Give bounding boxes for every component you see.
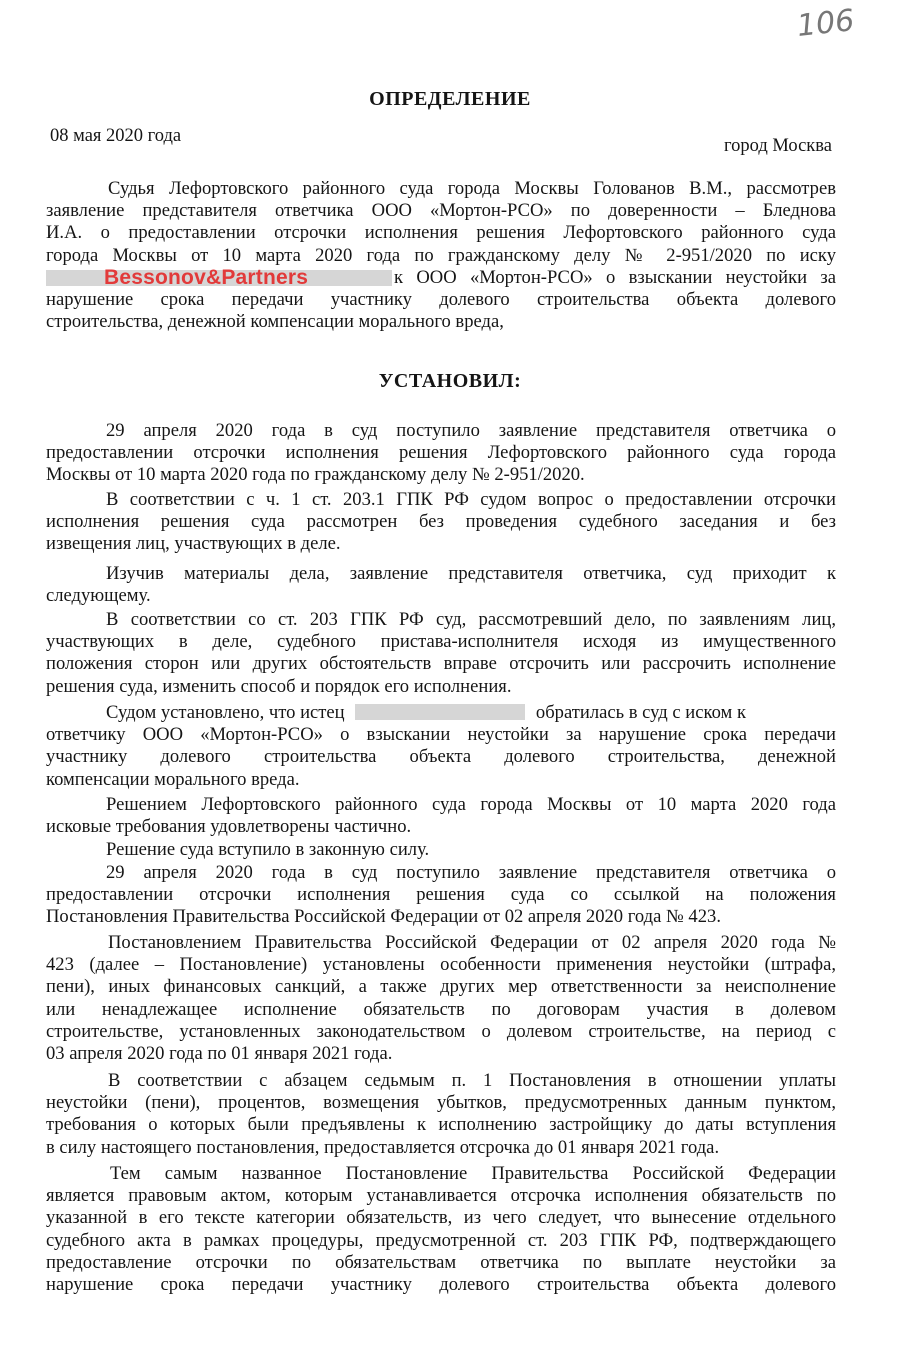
- text-line: В соответствии со ст. 203 ГПК РФ суд, рассмотревший дело, по заявлениям лиц,: [106, 609, 836, 630]
- text-line: судебного акта в рамках процедуры, предусмотренной ст. 203 ГПК РФ, подтверждающего: [46, 1229, 836, 1251]
- text-line: Постановлением Правительства Российской Федерации от 02 апреля 2020 года №: [108, 932, 836, 953]
- paragraph-3: [46, 563, 836, 607]
- text-line: 29 апреля 2020 года в суд поступило заявление представителя ответчика о: [106, 862, 836, 883]
- text-line: 03 апреля 2020 года по 01 января 2021 года.: [46, 1042, 393, 1064]
- text-line: неустойки (пени), процентов, возмещения убытков, предусмотренных данным пунктом,: [46, 1092, 836, 1114]
- text-line: Решение суда вступило в законную силу.: [106, 839, 430, 860]
- paragraph-8: [46, 862, 836, 929]
- text-line: указанной в его тексте категории обязательств, из чего следует, что вынесение отдельного: [46, 1207, 836, 1229]
- text-line: требования о которых были предъявлены к исполнению застройщику до даты вступления: [46, 1114, 836, 1136]
- text-line: Постановления Правительства Российской Федерации от 02 апреля 2020 года № 423.: [46, 906, 721, 928]
- text-line: или ненадлежащее исполнение обязательств по договорам участия в долевом: [46, 998, 836, 1020]
- paragraph-6: [46, 794, 836, 838]
- intro-paragraph: [46, 178, 836, 333]
- paragraph-5: [46, 702, 836, 791]
- document-city: город Москва: [724, 136, 832, 156]
- paragraph-4: [46, 609, 836, 698]
- paragraph-10: [46, 1070, 836, 1159]
- paragraph-9: [46, 932, 836, 1065]
- text-line: положения сторон или других обстоятельств вправе отсрочить или рассрочить исполнение: [46, 653, 836, 675]
- text-line: решения суда, изменить способ и порядок его исполнения.: [46, 675, 512, 697]
- text-fragment: обратилась в суд с иском к: [535, 702, 746, 723]
- text-line: пени), иных финансовых санкций, а также других мер ответственности за неисполнение: [46, 976, 836, 998]
- text-line: исполнения решения суда рассмотрен без проведения судебного заседания и без: [46, 511, 836, 533]
- text-line: города Москвы от 10 марта 2020 года по гражданскому делу № 2-951/2020 по иску: [46, 244, 836, 266]
- redacted-plaintiff-name: [355, 704, 525, 720]
- text-line: Тем самым названное Постановление Правительства Российской Федерации: [110, 1163, 836, 1184]
- handwritten-page-number: 106: [795, 3, 856, 44]
- text-line: участвующих в деле, судебного пристава-исполнителя исходя из имущественного: [46, 631, 836, 653]
- document-title: ОПРЕДЕЛЕНИЕ: [369, 88, 531, 110]
- text-line: 29 апреля 2020 года в суд поступило заявление представителя ответчика о: [106, 420, 836, 441]
- text-line: Москвы от 10 марта 2020 года по гражданскому делу № 2-951/2020.: [46, 464, 585, 486]
- text-line: [46, 702, 836, 724]
- text-line: Решением Лефортовского районного суда города Москвы от 10 марта 2020 года: [106, 794, 836, 815]
- text-line: 423 (далее – Постановление) установлены особенности применения неустойки (штрафа,: [46, 954, 836, 976]
- text-line: В соответствии с абзацем седьмым п. 1 Постановления в отношении уплаты: [108, 1070, 836, 1091]
- text-line: строительстве, установленных законодательством о долевом строительстве, на период с: [46, 1020, 836, 1042]
- text-line: компенсации морального вреда.: [46, 768, 300, 790]
- text-line: исковые требования удовлетворены частично.: [46, 816, 412, 838]
- text-line: предоставление отсрочки по обязательствам ответчика по выплате неустойки за: [46, 1251, 836, 1273]
- text-line: В соответствии с ч. 1 ст. 203.1 ГПК РФ судом вопрос о предоставлении отсрочки: [106, 489, 836, 510]
- text-line: следующему.: [46, 585, 151, 607]
- text-line: извещения лиц, участвующих в деле.: [46, 533, 341, 555]
- text-line: участнику долевого строительства объекта долевого строительства, денежной: [46, 746, 836, 768]
- paragraph-11: [46, 1163, 836, 1296]
- text-line: Судья Лефортовского районного суда города Москвы Голованов В.М., рассмотрев: [108, 178, 836, 199]
- text-line: является правовым актом, которым устанавливается отсрочка исполнения обязательств по: [46, 1185, 836, 1207]
- section-heading: УСТАНОВИЛ:: [378, 370, 522, 392]
- text-line: к ООО «Мортон-РСО» о взыскании неустойки за: [394, 266, 836, 288]
- paragraph-7: [46, 839, 836, 861]
- watermark: Bessonov&Partners: [104, 266, 309, 289]
- text-line: предоставлении отсрочки исполнения решения Лефортовского районного суда города: [46, 442, 836, 464]
- text-line: ответчику ООО «Мортон-РСО» о взыскании неустойки за нарушение срока передачи: [46, 724, 836, 746]
- text-line: в силу настоящего постановления, предоставляется отсрочка до 01 января 2021 года.: [46, 1136, 720, 1158]
- text-line: строительства, денежной компенсации морального вреда,: [46, 311, 504, 333]
- text-line: заявление представителя ответчика ООО «Мортон-РСО» по доверенности – Бледнова: [46, 200, 836, 222]
- text-line: нарушение срока передачи участнику долевого строительства объекта долевого: [46, 288, 836, 310]
- text-line: нарушение срока передачи участнику долевого строительства объекта долевого: [46, 1273, 836, 1295]
- text-line: Изучив материалы дела, заявление представителя ответчика, суд приходит к: [106, 563, 836, 584]
- paragraph-2: [46, 489, 836, 556]
- paragraph-1: [46, 420, 836, 487]
- document-date: 08 мая 2020 года: [50, 126, 182, 146]
- text-line: И.А. о предоставлении отсрочки исполнения решения Лефортовского районного суда: [46, 222, 836, 244]
- text-line: предоставлении отсрочки исполнения решения суда со ссылкой на положения: [46, 884, 836, 906]
- text-fragment: Судом установлено, что истец: [106, 702, 345, 723]
